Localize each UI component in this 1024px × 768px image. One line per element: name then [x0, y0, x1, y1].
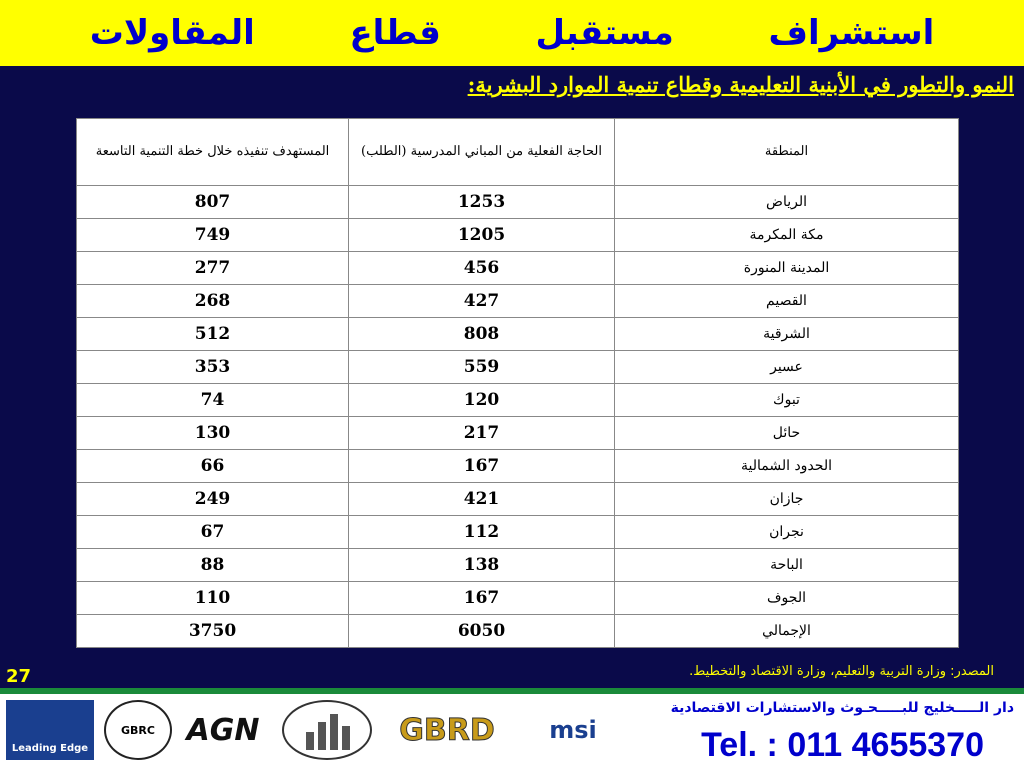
table-row: [77, 219, 959, 252]
cell-actual-need: 217: [349, 417, 615, 450]
title-bar: [0, 0, 1024, 66]
msi-logo: [520, 700, 626, 760]
section-subtitle: النمو والتطور في الأبنية التعليمية وقطاع تنمية الموارد البشرية:: [467, 72, 1014, 97]
cell-target: 66: [77, 450, 349, 483]
cell-target: 807: [77, 186, 349, 219]
cell-target: 268: [77, 285, 349, 318]
gbrc-logo-text: GBRC: [121, 723, 155, 737]
table-row: [77, 582, 959, 615]
cell-region: الحدود الشمالية: [615, 450, 959, 483]
table-row: [77, 186, 959, 219]
cell-target: 67: [77, 516, 349, 549]
leading-edge-logo: [6, 700, 94, 760]
data-table-container: [76, 118, 958, 648]
cell-target: 130: [77, 417, 349, 450]
cell-actual-need: 421: [349, 483, 615, 516]
cell-region: المدينة المنورة: [615, 252, 959, 285]
cell-region: الجوف: [615, 582, 959, 615]
bar-chart-logo: [282, 700, 372, 760]
table-body: [77, 186, 959, 648]
header-target: المستهدف تنفيذه خلال خطة التنمية التاسعة: [77, 119, 349, 186]
table-row: [77, 384, 959, 417]
cell-actual-need: 112: [349, 516, 615, 549]
cell-actual-need: 456: [349, 252, 615, 285]
msi-logo-text: msi: [549, 716, 597, 744]
table-row: [77, 549, 959, 582]
cell-actual-need: 120: [349, 384, 615, 417]
cell-region: تبوك: [615, 384, 959, 417]
cell-region: مكة المكرمة: [615, 219, 959, 252]
table-row: [77, 285, 959, 318]
cell-region: القصيم: [615, 285, 959, 318]
table-header-row: [77, 119, 959, 186]
cell-target: 512: [77, 318, 349, 351]
gbrd-logo-text: GBRD: [399, 712, 495, 748]
cell-actual-need: 167: [349, 582, 615, 615]
cell-region: حائل: [615, 417, 959, 450]
table-row: [77, 417, 959, 450]
data-table: [76, 118, 959, 648]
table-row: [77, 516, 959, 549]
cell-target: 249: [77, 483, 349, 516]
cell-actual-need: 138: [349, 549, 615, 582]
cell-actual-need: 1253: [349, 186, 615, 219]
cell-region: الإجمالي: [615, 615, 959, 648]
cell-target: 749: [77, 219, 349, 252]
telephone: Tel. : 011 4655370: [701, 726, 984, 764]
company-name: دار الـــــخليج للبـــــحـوث والاستشارات الاقتصادية: [670, 700, 1014, 716]
cell-actual-need: 1205: [349, 219, 615, 252]
cell-target: 277: [77, 252, 349, 285]
header-region: المنطقة: [615, 119, 959, 186]
cell-actual-need: 6050: [349, 615, 615, 648]
header-actual-need: الحاجة الفعلية من المباني المدرسية (الطلب): [349, 119, 615, 186]
table-row: [77, 615, 959, 648]
cell-target: 74: [77, 384, 349, 417]
cell-region: جازان: [615, 483, 959, 516]
page-title: استشراف مستقبل قطاع المقاولات: [89, 13, 935, 53]
leading-edge-logo-text: Leading Edge: [11, 743, 89, 754]
table-row: [77, 252, 959, 285]
cell-actual-need: 808: [349, 318, 615, 351]
table-row: [77, 318, 959, 351]
cell-region: نجران: [615, 516, 959, 549]
agn-logo: [178, 700, 268, 760]
cell-actual-need: 559: [349, 351, 615, 384]
cell-actual-need: 167: [349, 450, 615, 483]
bar-chart-icon: [284, 702, 370, 758]
source-note: المصدر: وزارة التربية والتعليم، وزارة الاقتصاد والتخطيط.: [689, 664, 994, 679]
table-row: [77, 351, 959, 384]
agn-logo-text: AGN: [186, 712, 260, 748]
cell-region: الشرقية: [615, 318, 959, 351]
cell-region: الرياض: [615, 186, 959, 219]
cell-region: الباحة: [615, 549, 959, 582]
cell-target: 353: [77, 351, 349, 384]
table-row: [77, 483, 959, 516]
cell-region: عسير: [615, 351, 959, 384]
cell-target: 3750: [77, 615, 349, 648]
cell-target: 88: [77, 549, 349, 582]
table-row: [77, 450, 959, 483]
cell-actual-need: 427: [349, 285, 615, 318]
cell-target: 110: [77, 582, 349, 615]
page-number: 27: [6, 666, 32, 687]
gbrc-logo: [104, 700, 172, 760]
gbrd-logo: [386, 700, 508, 760]
